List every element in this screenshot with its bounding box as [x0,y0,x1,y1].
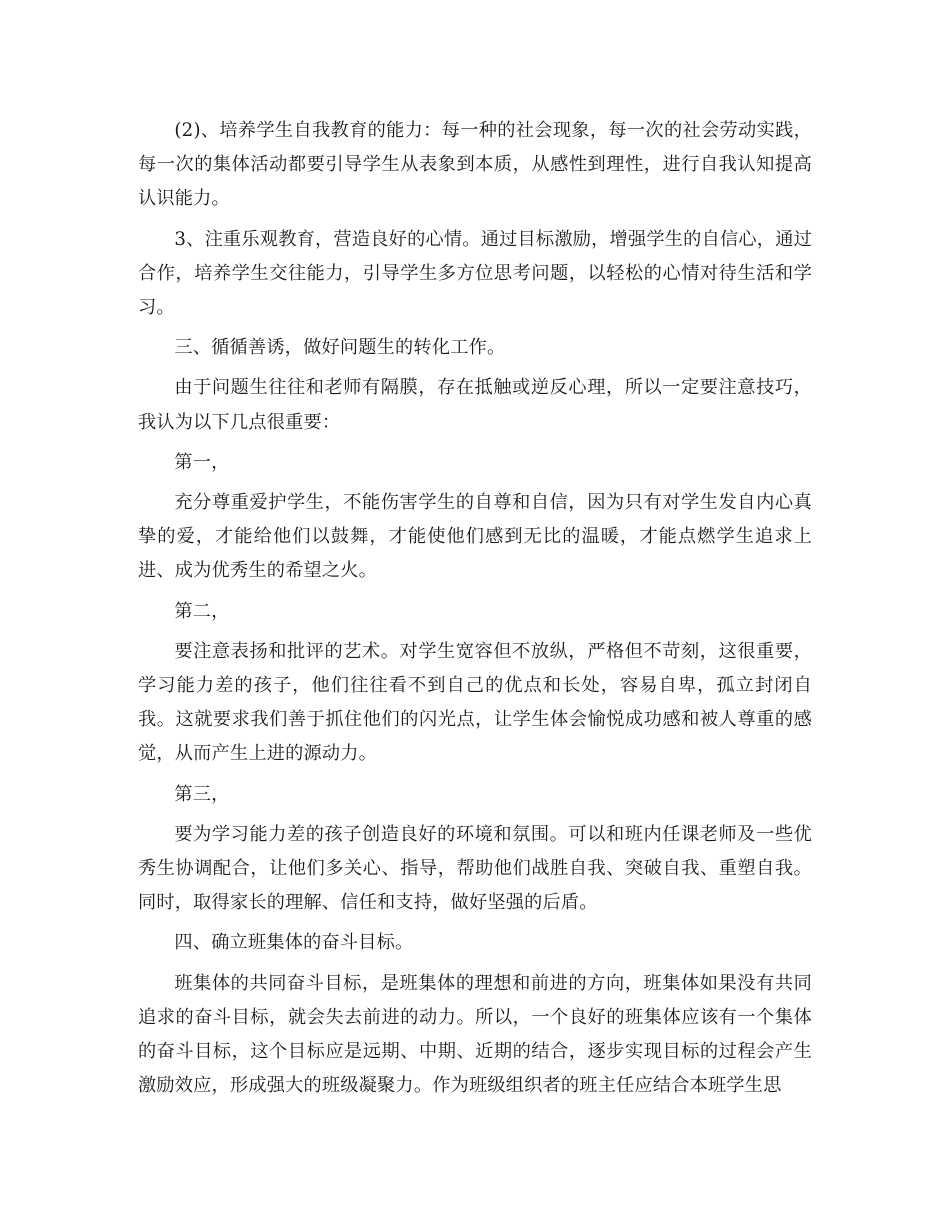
paragraph-environment: 要为学习能力差的孩子创造良好的环境和氛围。可以和班内任课老师及一些优秀生协调配合，让他们多关心、指导，帮助他们战胜自我、突破自我、重塑自我。同时，取得家长的理解、信任和支持，做好坚强的后盾。 [138,823,812,914]
paragraph-techniques-intro: 由于问题生往往和老师有隔膜，存在抵触或逆反心理，所以一定要注意技巧，我认为以下几点很重要： [138,377,812,433]
paragraph-praise-criticism: 要注意表扬和批评的艺术。对学生宽容但不放纵，严格但不苛刻，这很重要，学习能力差的孩子，他们往往看不到自己的优点和长处，容易自卑，孤立封闭自我。这就要求我们善于抓住他们的闪光点，让学生体会愉悦成功感和被人尊重的感觉，从而产生上进的源动力。 [138,640,812,765]
section-heading-class-goals: 四、确立班集体的奋斗目标。 [174,932,414,954]
paragraph-class-goals: 班集体的共同奋斗目标，是班集体的理想和前进的方向，班集体如果没有共同追求的奋斗目标，就会失去前进的动力。所以，一个良好的班集体应该有一个集体的奋斗目标，这个目标应是远期、中期、近期的结合，逐步实现目标的过程会产生激励效应，形成强大的班级凝聚力。作为班级组织者的班主任应结合本班学生思 [138,972,812,1097]
paragraph-self-education: (2)、培养学生自我教育的能力：每一种的社会现象，每一次的社会劳动实践，每一次的集体活动都要引导学生从表象到本质，从感性到理性，进行自我认知提高认识能力。 [138,120,812,210]
point-label-first: 第一， [174,451,230,473]
document-body [138,114,812,1109]
paragraph-respect-students: 充分尊重爱护学生，不能伤害学生的自尊和自信，因为只有对学生发自内心真挚的爱，才能给他们以鼓舞，才能使他们感到无比的温暖，才能点燃学生追求上进、成为优秀生的希望之火。 [138,492,812,582]
paragraph-optimism-education: 3、注重乐观教育，营造良好的心情。通过目标激励，增强学生的自信心，通过合作，培养学生交往能力，引导学生多方位思考问题，以轻松的心情对待生活和学习。 [138,228,812,319]
point-label-third: 第三， [174,783,230,805]
section-heading-problem-students: 三、循循善诱，做好问题生的转化工作。 [174,337,506,359]
point-label-second: 第二， [174,600,230,622]
